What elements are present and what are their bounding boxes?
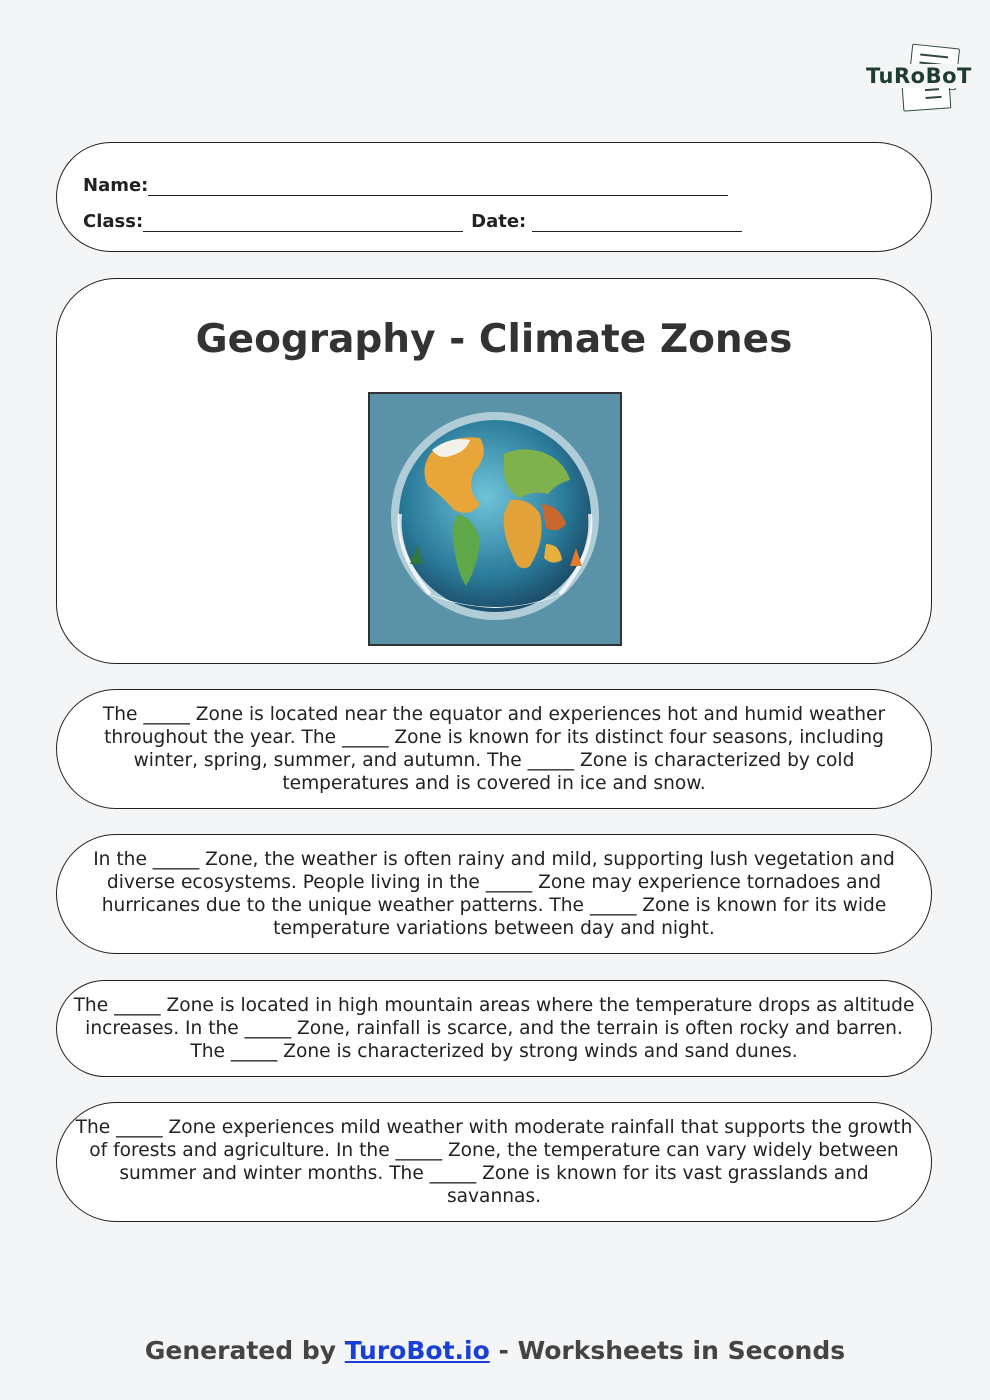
question-paragraph-3 [56,980,932,1077]
paragraph-text: The _____ Zone is located near the equator and experiences hot and humid weather throughout the year. The _____ Zone is known for its distinct four seasons, including winter, spring, summer, and autumn. The _____ Zone is characterized by cold temperatures and is covered in ice and snow. [102,704,886,794]
worksheet-title: Geography - Climate Zones [195,317,793,362]
question-paragraph-1 [56,689,932,809]
student-info-box [56,142,932,252]
date-label: Date: [471,211,527,232]
question-paragraph-4 [56,1102,932,1222]
paragraph-text: The _____ Zone is located in high mountain areas where the temperature drops as altitude increases. In the _____ Zone, rainfall is scarce, and the terrain is often rocky and barren. The _____ Zone is characterized by strong winds and sand dunes. [73,995,915,1062]
class-blank[interactable] [143,213,463,232]
globe-illustration [368,392,622,646]
turobot-link[interactable]: TuroBot.io [344,1336,490,1365]
globe-icon [370,394,620,644]
paragraph-text: In the _____ Zone, the weather is often rainy and mild, supporting lush vegetation and diverse ecosystems. People living in the _____ Zone may experience tornadoes and hurricanes due to the unique weather patterns. The _____ Zone is known for its wide temperature variations between day and night. [93,849,895,939]
logo-text: TuRoBoT [866,64,972,88]
footer-credit [0,1336,990,1365]
turobot-logo [862,44,972,112]
name-label: Name: [83,175,149,196]
name-field [83,175,728,196]
paragraph-text: The _____ Zone experiences mild weather with moderate rainfall that supports the growth of forests and agriculture. In the _____ Zone, the temperature can vary widely between summer and winter months. The _____ Zone is known for its vast grasslands and savannas. [75,1117,913,1207]
class-date-field [83,211,742,232]
question-paragraph-2 [56,834,932,954]
title-box [56,278,932,664]
date-blank[interactable] [532,213,742,232]
footer-suffix: - Worksheets in Seconds [489,1336,846,1365]
class-label: Class: [83,211,144,232]
name-blank[interactable] [148,177,728,196]
footer-prefix: Generated by [144,1336,345,1365]
